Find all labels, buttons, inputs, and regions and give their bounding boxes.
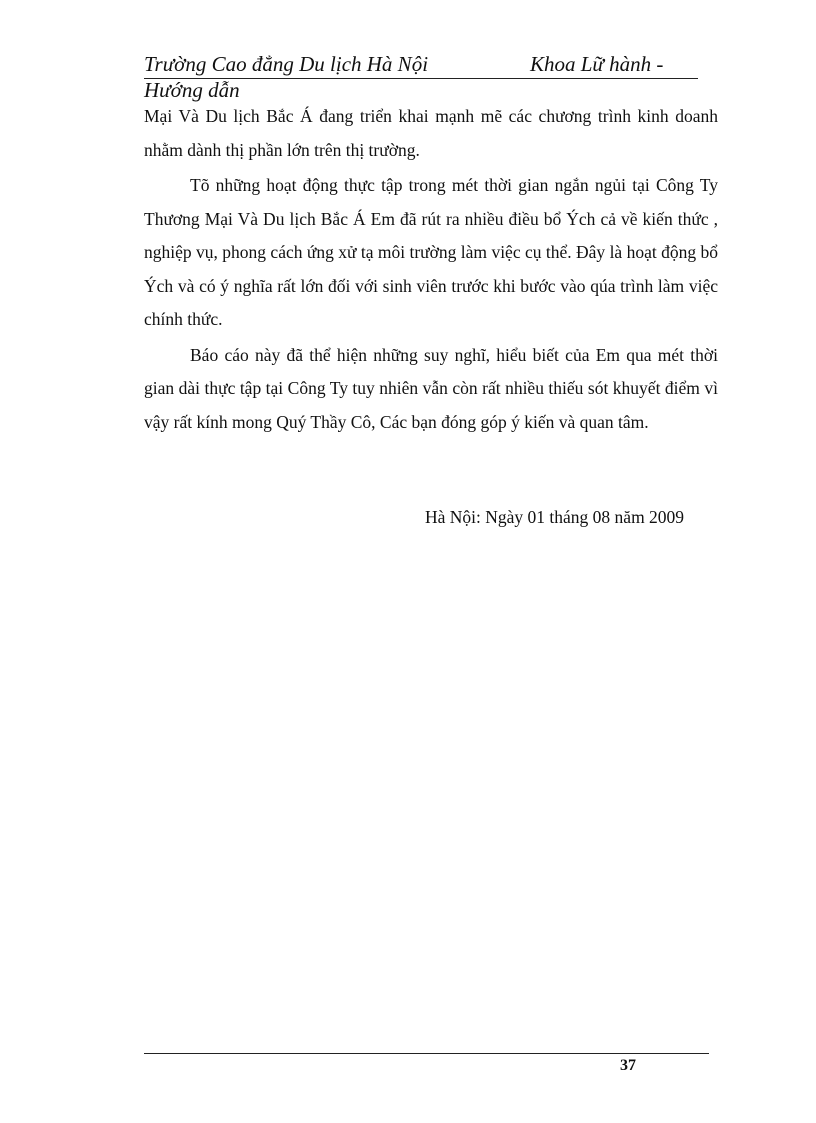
- header-school-name: Trường Cao đẳng Du lịch Hà Nội: [144, 52, 429, 76]
- paragraph-2: Tõ những hoạt động thực tập trong mét thời gian ngắn ngủi tại Công Ty Thương Mại Và Du lịch Bắc Á Em đã rút ra nhiều điều bổ Ých cả về kiến thức , nghiệp vụ, phong cách ứng xử tạ môi trường làm việc cụ thể. Đây là hoạt động bổ Ých và có ý nghĩa rất lớn đối với sinh viên trước khi bước vào qúa trình làm việc chính thức.: [144, 175, 718, 329]
- header-faculty-name: Khoa Lữ hành -: [530, 52, 664, 76]
- document-body: [144, 100, 718, 441]
- footer-rule: [144, 1053, 709, 1054]
- paragraph-3: Báo cáo này đã thể hiện những suy nghĩ, hiểu biết của Em qua mét thời gian dài thực tập tại Công Ty tuy nhiên vẫn còn rất nhiều thiếu sót khuyết điểm vì vậy rất kính mong Quý Thầy Cô, Các bạn đóng góp ý kiến và quan tâm.: [144, 344, 718, 432]
- date-line: Hà Nội: Ngày 01 tháng 08 năm 2009: [425, 507, 685, 527]
- header-continuation: Hướng dẫn: [144, 78, 240, 102]
- running-header: [144, 52, 698, 79]
- page-number: 37: [620, 1057, 636, 1074]
- paragraph-1: Mại Và Du lịch Bắc Á đang triển khai mạnh mẽ các chương trình kinh doanh nhằm dành thị phần lớn trên thị trường.: [144, 106, 718, 160]
